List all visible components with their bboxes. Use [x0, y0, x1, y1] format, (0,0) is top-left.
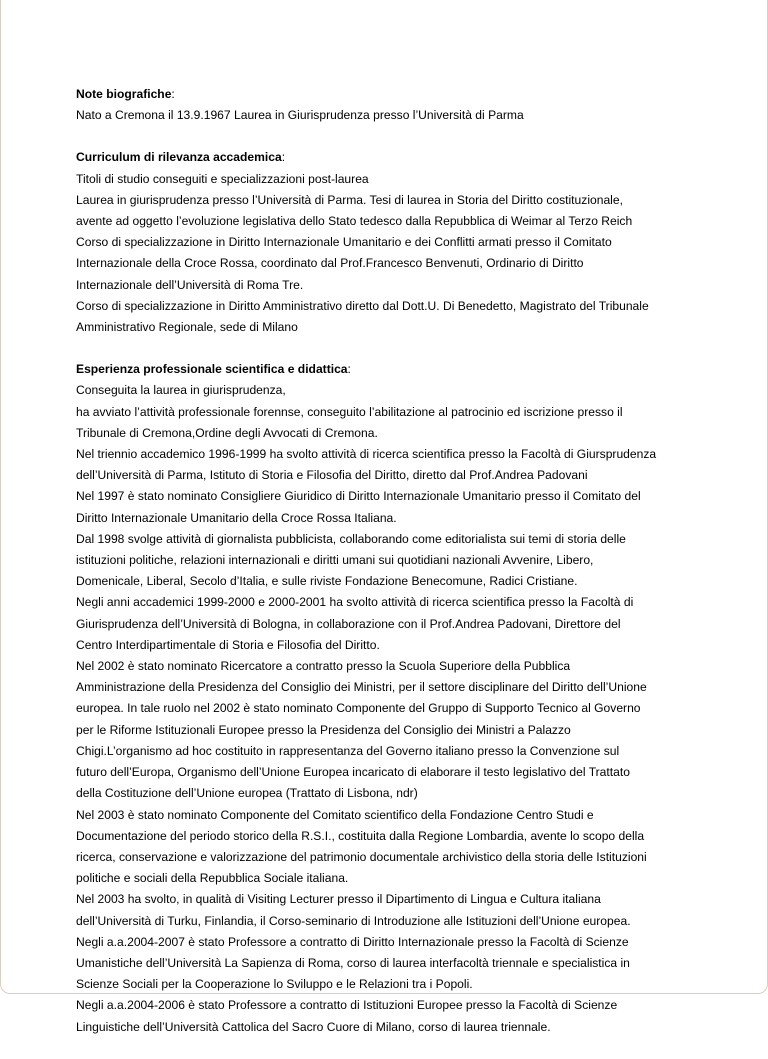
text-line: per le Riforme Istituzionali Europee presso la Presidenza del Consiglio dei Ministri a Palazzo — [76, 722, 571, 737]
text-line: dell’Università di Turku, Finlandia, il Corso-seminario di Introduzione alle Istituzioni dell’Unione europea. — [76, 913, 631, 928]
text-line: Scienze Sociali per la Cooperazione lo Sviluppo e le Relazioni tra i Popoli. — [76, 977, 473, 992]
text-line: dell’Università di Parma, Istituto di Storia e Filosofia del Diritto, diretto dal Prof.Andrea Padovani — [76, 468, 588, 483]
text-line: Tribunale di Cremona,Ordine degli Avvocati di Cremona. — [76, 425, 378, 440]
text-line: avente ad oggetto l’evoluzione legislativa dello Stato tedesco dalla Repubblica di Weimar al Terzo Reich — [76, 214, 633, 229]
text-line: Internazionale della Croce Rossa, coordinato dal Prof.Francesco Benvenuti, Ordinario di Diritto — [76, 256, 584, 271]
text-line: Corso di specializzazione in Diritto Amministrativo diretto dal Dott.U. Di Benedetto, Magistrato del Tribunale — [76, 298, 649, 313]
text-line: Nato a Cremona il 13.9.1967 Laurea in Giurisprudenza presso l’Università di Parma — [76, 108, 524, 123]
text-line: Giurisprudenza dell’Università di Bologna, in collaborazione con il Prof.Andrea Padovani, Direttore del — [76, 616, 621, 631]
text-line: politiche e sociali della Repubblica Sociale italiana. — [76, 871, 349, 886]
text-line: Amministrazione della Presidenza del Consiglio dei Ministri, per il settore disciplinare del Diritto dell’Unione — [76, 680, 647, 695]
text-line: Dal 1998 svolge attività di giornalista pubblicista, collaborando come editorialista sui temi di storia delle — [76, 531, 626, 546]
text-line: ricerca, conservazione e valorizzazione del patrimonio documentale archivistico della storia delle Istituzioni — [76, 849, 647, 864]
section-heading: Note biografiche: — [76, 87, 175, 101]
section-title: Curriculum di rilevanza accademica — [76, 150, 282, 165]
text-line: istituzioni politiche, relazioni internazionali e diritti umani sui quotidiani nazionali Avvenire, Libero, — [76, 553, 594, 568]
section-heading: Esperienza professionale scientifica e didattica: — [76, 362, 351, 377]
text-line: Nel 2003 è stato nominato Componente del Comitato scientifico della Fondazione Centro Studi e — [76, 807, 594, 822]
text-line: Internazionale dell’Università di Roma Tre. — [76, 277, 304, 292]
text-line: Linguistiche dell’Università Cattolica del Sacro Cuore di Milano, corso di laurea triennale. — [76, 1019, 551, 1034]
text-line: Negli a.a.2004-2006 è stato Professore a contratto di Istituzioni Europee presso la Facoltà di Scienze — [76, 998, 618, 1013]
section-esperienza-professionale-scientifica-e-didattica — [76, 359, 736, 1038]
text-line: Documentazione del periodo storico della R.S.I., costituita dalla Regione Lombardia, avente lo scopo della — [76, 828, 645, 843]
text-line: Domenicale, Liberal, Secolo d’Italia, e sulle riviste Fondazione Benecomune, Radici Cristiane. — [76, 574, 578, 589]
document-body — [76, 84, 736, 1059]
text-line: Titoli di studio conseguiti e specializzazioni post-laurea — [76, 171, 369, 186]
text-line: europea. In tale ruolo nel 2002 è stato nominato Componente del Gruppo di Supporto Tecnico al Governo — [76, 701, 641, 716]
text-line: Corso di specializzazione in Diritto Internazionale Umanitario e dei Conflitti armati presso il Comitato — [76, 235, 612, 250]
text-line: della Costituzione dell’Unione europea (Trattato di Lisbona, ndr) — [76, 786, 418, 801]
text-line: Diritto Internazionale Umanitario della Croce Rossa Italiana. — [76, 510, 397, 525]
text-line: Conseguita la laurea in giurisprudenza, — [76, 383, 286, 398]
text-line: Centro Interdipartimentale di Storia e Filosofia del Diritto. — [76, 637, 380, 652]
section-heading: Curriculum di rilevanza accademica: — [76, 150, 286, 165]
text-line: Nel triennio accademico 1996-1999 ha svolto attività di ricerca scientifica presso la Facoltà di Giursprudenza — [76, 447, 657, 462]
text-line: Chigi.L’organismo ad hoc costituito in rappresentanza del Governo italiano presso la Convenzione sul — [76, 743, 620, 758]
text-line: Nel 2003 ha svolto, in qualità di Visiting Lecturer presso il Dipartimento di Lingua e Cultura italiana — [76, 892, 601, 907]
text-line: Negli anni accademici 1999-2000 e 2000-2001 ha svolto attività di ricerca scientifica presso la Facoltà di — [76, 595, 634, 610]
text-line: Amministrativo Regionale, sede di Milano — [76, 320, 298, 335]
section-title: Esperienza professionale scientifica e didattica — [76, 362, 348, 377]
text-line: futuro dell’Europa, Organismo dell’Unione Europea incaricato di elaborare il testo legislativo del Trattato — [76, 765, 630, 780]
section-curriculum-di-rilevanza-accademica — [76, 147, 736, 338]
text-line: Nel 2002 è stato nominato Ricercatore a contratto presso la Scuola Superiore della Pubblica — [76, 659, 571, 674]
text-line: Umanistiche dell’Università La Sapienza di Roma, corso di laurea interfacoltà triennale e specialistica in — [76, 955, 630, 970]
text-line: Negli a.a.2004-2007 è stato Professore a contratto di Diritto Internazionale presso la Facoltà di Scienze — [76, 934, 629, 949]
text-line: Laurea in giurisprudenza presso l’Università di Parma. Tesi di laurea in Storia del Diritto costituzionale, — [76, 192, 623, 207]
text-line: ha avviato l’attività professionale forennse, conseguito l’abilitazione al patrocinio ed iscrizione presso il — [76, 404, 623, 419]
section-title: Note biografiche — [76, 87, 172, 101]
text-line: Nel 1997 è stato nominato Consigliere Giuridico di Diritto Internazionale Umanitario presso il Comitato del — [76, 489, 641, 504]
section-note-biografiche — [76, 84, 736, 126]
